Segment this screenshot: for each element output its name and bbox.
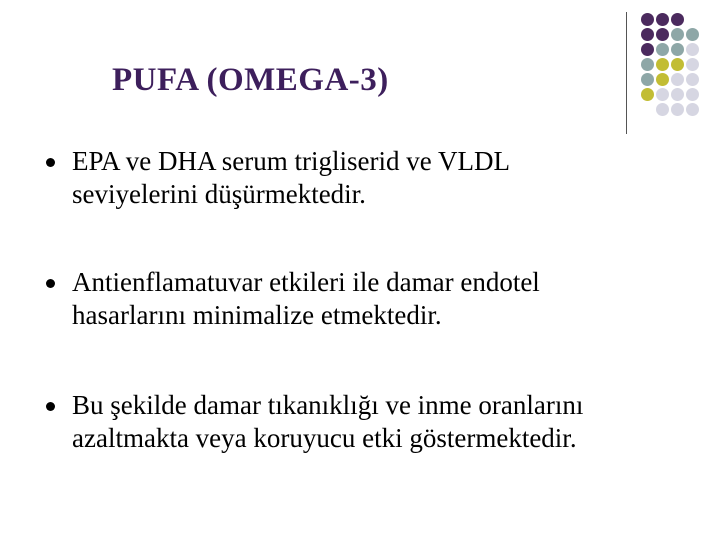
decorative-dot — [671, 43, 684, 56]
decorative-dot — [656, 13, 669, 26]
decorative-dot — [686, 43, 699, 56]
bullet-dot-icon — [46, 279, 55, 288]
decorative-dot — [641, 73, 654, 86]
decorative-dot-grid — [640, 12, 718, 120]
decorative-dot — [656, 58, 669, 71]
decorative-dot — [671, 28, 684, 41]
decorative-dot — [656, 88, 669, 101]
bullet-text-2: Antienflamatuvar etkileri ile damar endotel hasarlarını minimalize etmektedir. — [72, 267, 540, 330]
decorative-dot — [641, 43, 654, 56]
decorative-dot — [671, 58, 684, 71]
title-divider-line — [626, 12, 627, 134]
decorative-dot — [671, 88, 684, 101]
decorative-dot — [686, 73, 699, 86]
decorative-dot — [671, 13, 684, 26]
bullet-dot-icon — [46, 158, 55, 167]
bullet-text-1: EPA ve DHA serum trigliserid ve VLDL seviyelerini düşürmektedir. — [72, 146, 510, 209]
bullet-dot-icon — [46, 402, 55, 411]
bullet-text-3: Bu şekilde damar tıkanıklığı ve inme oranlarını azaltmakta veya koruyucu etki göstermektedir. — [72, 390, 584, 453]
slide-title: PUFA (OMEGA-3) — [112, 62, 389, 98]
decorative-dot — [641, 58, 654, 71]
decorative-dot — [656, 73, 669, 86]
decorative-dot — [686, 58, 699, 71]
decorative-dot — [686, 28, 699, 41]
decorative-dot — [671, 73, 684, 86]
decorative-dot — [686, 88, 699, 101]
decorative-dot — [656, 28, 669, 41]
decorative-dot — [656, 43, 669, 56]
decorative-dot — [641, 28, 654, 41]
decorative-dot — [686, 103, 699, 116]
decorative-dot — [641, 13, 654, 26]
decorative-dot — [641, 88, 654, 101]
decorative-dot — [656, 103, 669, 116]
decorative-dot — [671, 103, 684, 116]
